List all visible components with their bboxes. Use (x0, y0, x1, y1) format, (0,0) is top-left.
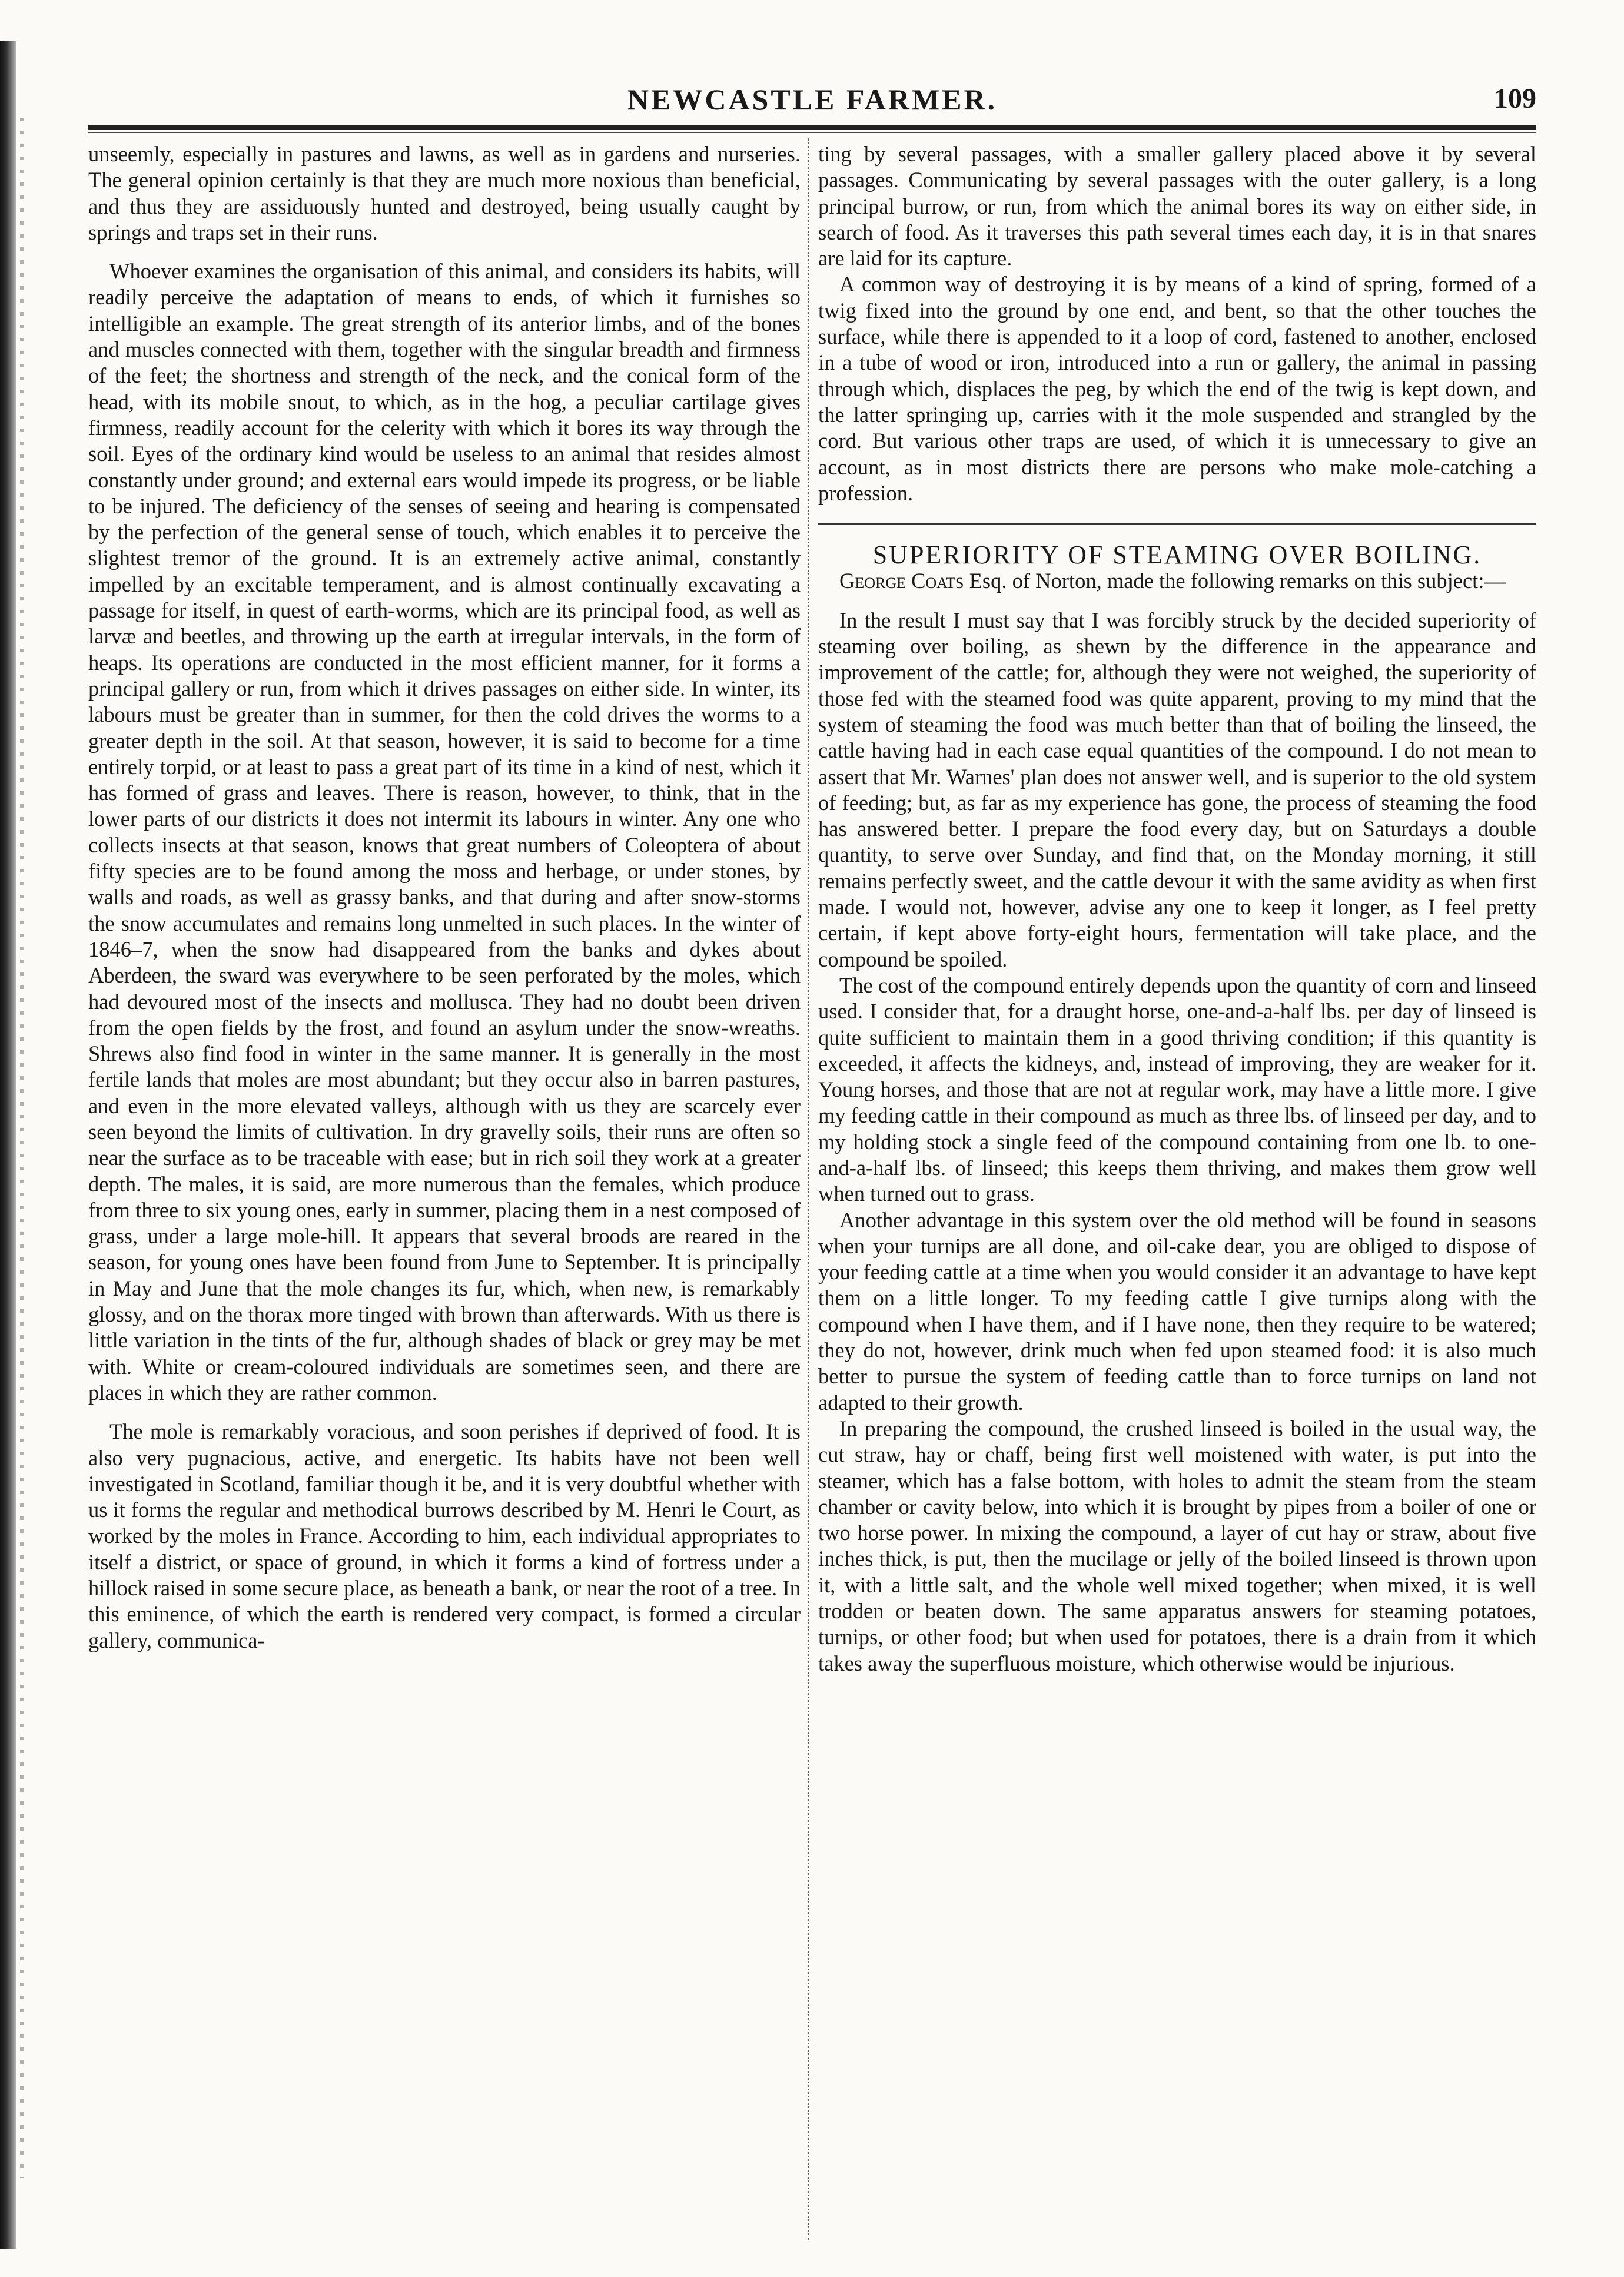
section-heading: SUPERIORITY OF STEAMING OVER BOILING. (872, 540, 1482, 570)
column-divider (808, 138, 809, 2240)
steaming-paragraph-4: In preparing the compound, the crushed linseed is boiled in the usual way, the cut straw, hay or chaff, being first well moistened with water, is put into the steamer, which has a false bottom, with holes to admit the steam from the steam chamber or cavity below, into which it is brought by pipes from a boiler of one or two horse power. In mixing the compound, a layer of cut hay or straw, about five inches thick, is put, then the mucilage or jelly of the boiled linseed is thrown upon it, with a little salt, and the whole well mixed together; when mixed, it is well trodden or beaten down. The same apparatus answers for steaming potatoes, turnips, or other food; but when used for potatoes, there is a drain from it which takes away the superfluous moisture, which otherwise would be injurious. (818, 1416, 1536, 1675)
mole-paragraph-2: Whoever examines the organisation of this animal, and considers its habits, will readily perceive the adaptation of means to ends, of which it furnishes so intelligible an example. The great strength of its anterior limbs, and of the bones and muscles connected with them, together with the singular breadth and firmness of the feet; the shortness and strength of the neck, and the conical form of the head, with its mobile snout, to which, as in the hog, a peculiar cartilage gives firmness, readily account for the celerity with which it bores its way through the soil. Eyes of the ordinary kind would be useless to an animal that resides almost constantly under ground; and external ears would impede its progress, or be liable to be injured. The deficiency of the senses of seeing and hearing is compensated by the perfection of the general sense of touch, which enables it to perceive the slightest tremor of the ground. It is an extremely active animal, constantly impelled by an excitable temperament, and is almost continually excavating a passage for itself, in quest of earth-worms, which are its principal food, as well as larvæ and beetles, and throwing up the earth at irregular intervals, in the form of heaps. Its operations are conducted in the most efficient manner, for it forms a principal gallery or run, from which it drives passages on either side. In winter, its labours must be greater than in summer, for then the cold drives the worms to a greater depth in the soil. At that season, however, it is said to become for a time entirely torpid, or at least to pass a great part of its time in a kind of nest, which it has formed of grass and leaves. There is reason, however, to think, that in the lower parts of our districts it does not intermit its labours in winter. Any one who collects insects at that season, knows that great numbers of Coleoptera of about fifty species are to be found among the moss and herbage, or under stones, by walls and roads, as well as grassy banks, and that during and after snow-storms the snow accumulates and remains long unmelted in such places. In the winter of 1846–7, when the snow had disappeared from the banks and dykes about Aberdeen, the sward was everywhere to be seen perforated by the moles, which had devoured most of the insects and mollusca. They had no doubt been driven from the open fields by the frost, and found an asylum under the snow-wreaths. Shrews also find food in winter in the same manner. It is generally in the most fertile lands that moles are most abundant; but they occur also in barren pastures, and even in the more elevated valleys, although with us they are scarcely ever seen beyond the limits of cultivation. In dry gravelly soils, their runs are often so near the surface as to be traceable with ease; but in rich soil they work at a greater depth. The males, it is said, are more numerous than the females, which produce from three to six young ones, early in summer, placing them in a nest composed of grass, under a large mole-hill. It appears that several broods are reared in the season, for young ones have been found from June to September. It is principally in May and June that the mole changes its fur, which, when new, is remarkably glossy, and on the thorax more tinged with brown than afterwards. With us there is little variation in the tints of the fur, although shades of black or grey may be met with. White or cream-coloured individuals are sometimes seen, and there are places in which they are rather common. (88, 259, 801, 1405)
binding-stitch-marks (20, 118, 24, 2178)
header-rule-thick (88, 125, 1536, 130)
page-number: 109 (1494, 83, 1536, 114)
mole-paragraph-3: The mole is remarkably voracious, and soon perishes if deprived of food. It is also very pugnacious, active, and energetic. Its habits have not been well investigated in Scotland, familiar though it be, and it is very doubtful whether with us it forms the regular and methodical burrows described by M. Henri le Court, as worked by the moles in France. According to him, each individual appropriates to itself a district, or space of ground, in which it forms a kind of fortress under a hillock raised in some secure place, as beneath a bank, or near the root of a tree. In this eminence, of which the earth is rendered very compact, is formed a circular gallery, communica- (88, 1419, 801, 1652)
steaming-paragraph-2: The cost of the compound entirely depends upon the quantity of corn and linseed used. I consider that, for a draught horse, one-and-a-half lbs. per day of linseed is quite sufficient to maintain them in a good thriving condition; if this quantity is exceeded, it affects the kidneys, and, instead of improving, they are weaker for it. Young horses, and those that are not at regular work, may have a little more. I give my feeding cattle in their compound as much as three lbs. of linseed per day, and to my holding stock a single feed of the compound containing from one lb. to one-and-a-half lbs. of linseed; this keeps them thriving, and makes them grow well when turned out to grass. (818, 972, 1536, 1206)
mole-paragraph-1: unseemly, especially in pastures and lawns, as well as in gardens and nurseries. The general opinion certainly is that they are much more noxious than beneficial, and thus they are assiduously hunted and destroyed, being usually caught by springs and traps set in their runs. (88, 142, 801, 244)
intro-text: Esq. of Norton, made the following remarks on this subject:— (964, 569, 1506, 593)
right-column (818, 141, 1536, 1677)
page-binding-edge (0, 41, 16, 2249)
mole-paragraph-5: A common way of destroying it is by means of a kind of spring, formed of a twig fixed into the ground by one end, and bent, so that the other touches the surface, while there is appended to it a loop of cord, fastened to another, enclosed in a tube of wood or iron, introduced into a run or gallery, the animal in passing through which, displaces the peg, by which the end of the twig is kept down, and the latter springing up, carries with it the mole suspended and strangled by the cord. But various other traps are used, of which it is unnecessary to give an account, as in most districts there are persons who make mole-catching a profession. (818, 272, 1536, 505)
left-column (88, 141, 801, 1654)
running-title: NEWCASTLE FARMER. (627, 83, 998, 116)
steaming-paragraph-3: Another advantage in this system over the old method will be found in seasons when your turnips are all done, and oil-cake dear, you are obliged to dispose of your feeding cattle at a time when you would consider it an advantage to have kept them on a little longer. To my feeding cattle I give turnips along with the compound when I have them, and if I have none, then they require to be watered; they do not, however, drink much when fed upon steamed food: it is also much better to pursue the system of feeding cattle than to force turnips on land not adapted to their growth. (818, 1207, 1536, 1415)
header-rule-thin (88, 132, 1536, 133)
steaming-paragraph-1: In the result I must say that I was forcibly struck by the decided superiority of steaming over boiling, as shewn by the difference in the appearance and improvement of the cattle; for, although they were not weighed, the superiority of those fed with the steamed food was quite apparent, proving to my mind that the system of steaming the food was much better than that of boiling the linseed, the cattle having had in each case equal quantities of the compound. I do not mean to assert that Mr. Warnes' plan does not answer well, and is superior to the old system of feeding; but, as far as my experience has gone, the process of steaming the food has answered better. I prepare the food every day, but on Saturdays a double quantity, to serve over Sunday, and find that, on the Monday morning, it still remains perfectly sweet, and the cattle devour it with the same avidity as when first made. I would not, however, advise any one to keep it longer, as I feel pretty certain, if kept above forty-eight hours, fermentation will take place, and the compound be spoiled. (818, 608, 1536, 971)
intro-line (818, 568, 1536, 594)
section-divider (818, 523, 1536, 525)
author-name: George Coats (839, 569, 964, 593)
mole-paragraph-4: ting by several passages, with a smaller gallery placed above it by several passages. Communicating by several passages with the outer gallery, is a long principal burrow, or run, from which the animal bores its way on either side, in search of food. As it traverses this path several times each day, it is in that snares are laid for its capture. (818, 142, 1536, 271)
page-header (88, 82, 1536, 130)
